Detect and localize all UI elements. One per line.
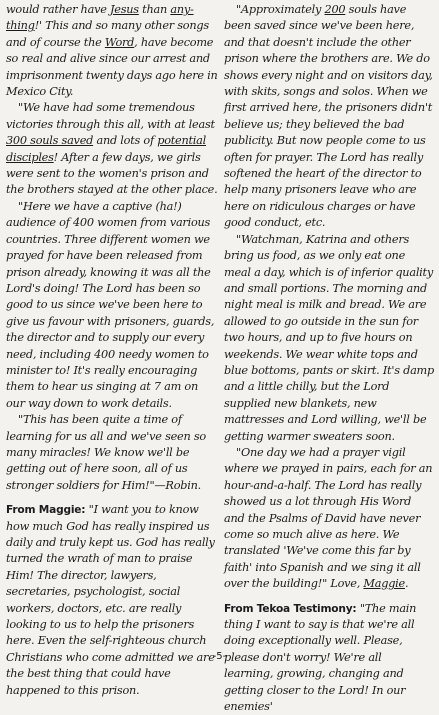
paragraph-prayer-vigil — [224, 445, 434, 593]
text-run: than — [138, 3, 171, 16]
underlined-jesus: Jesus — [109, 3, 139, 16]
underlined-word: Word — [104, 35, 135, 49]
text-run: souls have been saved since we've been here, and that doesn't include the other prison where the brothers are. We do shows every night and on visitors day, with skits, songs and solos. When we first arrived here, the prisoners didn't believe us; they believed the bad publicity. But now people come to us often for prayer. The Lord has really softened the heart of the director to help many prisoners leave who are here on ridiculous charges or have good conduct, etc. — [224, 3, 433, 230]
left-column — [6, 2, 218, 699]
paragraph-from-maggie — [6, 502, 218, 699]
paragraph-songs — [6, 2, 218, 100]
section-lead-tekoa: From Tekoa Testimony: — [224, 602, 357, 615]
paragraph-victories — [6, 100, 218, 198]
page-number: -5- — [212, 651, 227, 662]
text-run: "One day we had a prayer vigil where we prayed in pairs, each for an hour-and-a-half. The Lord has really showed us a lot through His Word and the Psalms of David have never come so much alive as here. We translated 'We've come this far by faith' into Spanish and we sing it all over the building!" Love, — [224, 445, 433, 591]
text-run: , have become so real and alive since our arrest and imprisonment twenty days ago here in Mexico City. — [6, 35, 218, 99]
right-column — [224, 2, 434, 715]
underlined-anything: any-thing — [6, 3, 194, 33]
text-run: and lots of — [93, 134, 158, 148]
text-run: would rather have — [6, 3, 110, 16]
underlined-maggie: Maggie — [363, 577, 405, 591]
paragraph-learning: "This has been quite a time of learning for us all and we've seen so many miracles! We know we'll be getting out of here soon, all of us stronger soldiers for Him!"—Robin. — [6, 413, 206, 492]
text-run: "The main thing I want to say is that we're all doing exceptionally well. Please, please don't worry! We're all learning, growing, changing and getting closer to the Lord! In our enemies' — [224, 601, 417, 714]
paragraph-food: "Watchman, Katrina and others bring us food, as we only eat one meal a day, which is of inferior quality and small portions. The morning and night meal is milk and bread. We are allowed to go outside in the sun for two hours, and up to five hours on weekends. We wear white tops and blue bottoms, pants or skirt. It's damp and a little chilly, but the Lord supplied new blankets, new mattresses and Lord willing, we'll be getting warmer sweaters soon. — [224, 232, 434, 443]
paragraph-captive-audience: "Here we have a captive (ha!) audience of 400 women from various countries. Three different women we prayed for have been released from prison already, knowing it was all the Lord's doing! The Lord has been so good to us since we've been here to give us favour with prisoners, guards, the director and to supply our every need, including 400 needy women to minister to! It's really encouraging them to hear us singing at 7 am on our way down to work details. — [6, 199, 215, 410]
text-run: ! After a few days, we girls were sent to the women's prison and the brothers stayed at the other place. — [6, 150, 218, 197]
underlined-souls-saved: 300 souls saved — [6, 134, 94, 148]
text-run: "I want you to know how much God has really inspired us daily and truly kept us. God has really turned the wrath of man to praise Him! The director, lawyers, secretaries, psychologist, social workers, doctors, etc. are really looking to us to help the prisoners here. Even the self-righteous church Christians who come admitted we are the best thing that could have happened to this prison. — [6, 503, 215, 697]
underlined-200: 200 — [324, 3, 346, 16]
text-run: "We have had some tremendous victories through this all, with at least — [6, 101, 215, 131]
text-run: !' This and so many other songs and of course the — [6, 19, 209, 49]
section-lead-maggie: From Maggie: — [6, 504, 86, 517]
text-run: "Approximately — [236, 3, 325, 16]
paragraph-souls-saved — [224, 2, 434, 232]
text-run: . — [405, 577, 409, 591]
underlined-disciples: potential disciples — [6, 134, 207, 164]
